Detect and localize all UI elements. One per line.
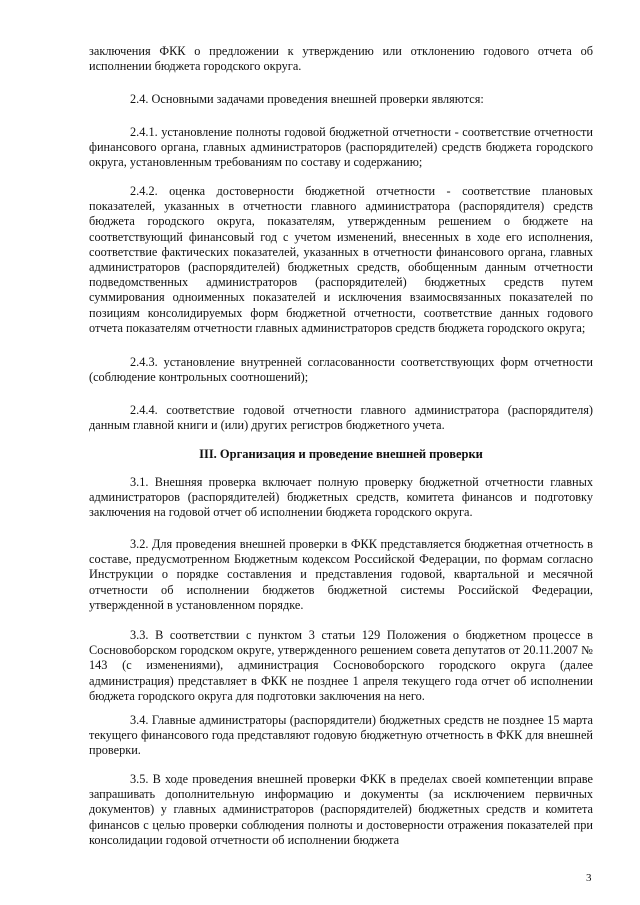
paragraph-3-4: 3.4. Главные администраторы (распорядители) бюджетных средств не позднее 15 марта текущего финансового года представляют годовую бюджетную отчетность в ФКК для внешней проверки. <box>89 713 593 758</box>
paragraph-2-4-3: 2.4.3. установление внутренней согласованности соответствующих форм отчетности (соблюдение контрольных соотношений); <box>89 355 593 385</box>
paragraph-3-3: 3.3. В соответствии с пунктом 3 статьи 129 Положения о бюджетном процессе в Сосновоборском городском округе, утвержденного решением совета депутатов от 20.11.2007 № 143 (с изменениями), администрация Сосновоборского городского округа (далее администрация) представляет в ФКК не позднее 1 апреля текущего года отчет об исполнении бюджета городского округа для подготовки заключения на него. <box>89 628 593 703</box>
paragraph-3-1: 3.1. Внешняя проверка включает полную проверку бюджетной отчетности главных администраторов (распорядителей) бюджетных средств, комитета финансов и подготовку заключения на годовой отчет об исполнении бюджета городского округа. <box>89 475 593 520</box>
paragraph-2-4: 2.4. Основными задачами проведения внешней проверки являются: <box>130 92 484 106</box>
paragraph-continuation: заключения ФКК о предложении к утверждению или отклонению годового отчета об исполнении бюджета городского округа. <box>89 44 593 74</box>
paragraph-2-4-2: 2.4.2. оценка достоверности бюджетной отчетности - соответствие плановых показателей, указанных в отчетности главного администратора (распорядителя) средств бюджета городского округа, показателям, утвержденным решением о бюджете на соответствующий финансовый год с учетом изменений, внесенных в ходе его исполнения, соответствие фактических показателей, указанных в отчетности финансового органа, главных администраторов (распорядителей) бюджетных средств, обобщенным данным отчетности подведомственных администраторов (распорядителей) бюджетных средств путем суммирования одноименных показателей и исключения взаимосвязанных показателей по позициям консолидируемых форм бюджетной отчетности, соответствие данных годового отчета показателям отчетности главных администраторов средств бюджета городского округа; <box>89 184 593 335</box>
paragraph-3-2: 3.2. Для проведения внешней проверки в ФКК представляется бюджетная отчетность в составе, предусмотренном Бюджетным кодексом Российской Федерации, по формам согласно Инструкции о порядке составления и представления годовой, квартальной и месячной отчетности об исполнении бюджетов бюджетной системы Российской Федерации, утвержденной в установленном порядке. <box>89 537 593 612</box>
paragraph-3-5: 3.5. В ходе проведения внешней проверки ФКК в пределах своей компетенции вправе запрашивать дополнительную информацию и документы (за исключением первичных документов) у главных администраторов (распорядителей) бюджетных средств и комитета финансов с целью проверки соблюдения полноты и достоверности отражения показателей при консолидации годовой отчетности об исполнении бюджета <box>89 772 593 847</box>
paragraph-2-4-1: 2.4.1. установление полноты годовой бюджетной отчетности - соответствие отчетности финансового органа, главных администраторов (распорядителей) средств бюджета городского округа, установленным требованиям по составу и содержанию; <box>89 125 593 170</box>
section-heading: III. Организация и проведение внешней проверки <box>199 447 483 461</box>
page-number: 3 <box>586 872 592 884</box>
paragraph-2-4-4: 2.4.4. соответствие годовой отчетности главного администратора (распорядителя) данным главной книги и (или) других регистров бюджетного учета. <box>89 403 593 433</box>
